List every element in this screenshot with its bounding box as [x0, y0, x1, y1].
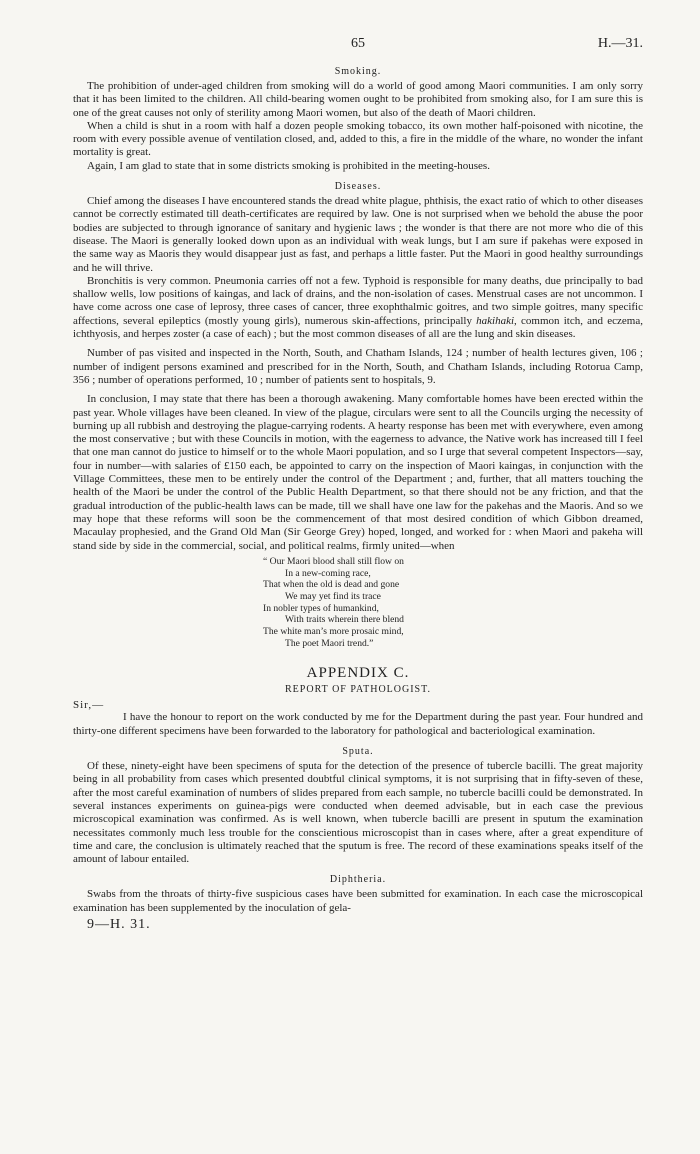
diseases-paragraph-1: Chief among the diseases I have encountered stands the dread white plague, phthisis, the exact ratio of which to other diseases cannot be correctly estimated till death-certificates are required by law. One is not surprised when we behold the abuse the poor bodies are subjected to through ignorance of sanitary and hygienic laws ; the wonder is that there are not more who die of this disease. The Maori is generally looked down upon as an individual with weak lungs, but I am sure if pakehas were exposed in the same way as Maoris they would disappear just as fast, and perhaps a little faster. Put the Maori in good healthy surroundings and he will thrive.: [73, 195, 643, 274]
statistics-paragraph: Number of pas visited and inspected in the North, South, and Chatham Islands, 124 ; number of health lectures given, 106 ; number of indigent persons examined and prescribed for in the North, South, and Chatham Islands, including Rotorua Camp, 356 ; number of operations performed, 10 ; number of patients sent to hospitals, 9.: [73, 347, 643, 386]
smoking-paragraph-1: The prohibition of under-aged children from smoking will do a world of good among Maori communities. I am only sorry that it has been limited to the children. All child-bearing women ought to be prohibited from smoking also, for I am sure this is one of the great causes not only of sterility among Maori women, but also of the death of Maori children.: [73, 80, 643, 119]
salutation: Sir,—: [73, 699, 105, 712]
appendix-intro-paragraph: I have the honour to report on the work conducted by me for the Department during the past year. Four hundred and thirty-one different specimens have been forwarded to the laboratory for pathological and bacteriological examination.: [73, 711, 643, 737]
page-number: 65: [351, 36, 365, 51]
page: [73, 36, 643, 933]
document-reference: H.—31.: [597, 36, 643, 51]
poem-line: The white man’s more prosaic mind,: [263, 626, 404, 638]
diseases-paragraph-2: [73, 275, 643, 341]
poem-line: We may yet find its trace: [285, 590, 381, 602]
poem-line: With traits wherein there blend: [285, 614, 404, 626]
smoking-paragraph-3: Again, I am glad to state that in some districts smoking is prohibited in the meeting-houses.: [87, 159, 490, 172]
section-heading-diseases: Diseases.: [334, 181, 382, 193]
smoking-paragraph-2: When a child is shut in a room with half a dozen people smoking tobacco, its own mother half-poisoned with nicotine, the room with every possible avenue of ventilation closed, and, added to this, a fire in the middle of the whare, no wonder the infant mortality is great.: [73, 119, 643, 159]
poem-line: In nobler types of humankind,: [263, 602, 379, 614]
section-heading-sputa: Sputa.: [342, 746, 374, 758]
sputa-paragraph: Of these, ninety-eight have been specimens of sputa for the detection of the presence of tubercle bacilli. The great majority being in all probability from cases which presented doubtful clinical symptoms, it is not surprising that in fifty-seven of these, after the most careful examination of numbers of slides prepared from each sample, no tubercle bacilli could be demonstrated. In several instances experiments on guinea-pigs were conducted when deemed advisable, but in each case the previous microscopical examination was confirmed. As is well known, when tubercle bacilli are present in sputum the examination necessitates commonly much less trouble for the conscientious microscopist than in cases where, after a great expenditure of time and care, the conclusion is ultimately reached that the sputum is free. The record of these examinations speaks itself of the amount of labour entailed.: [73, 760, 643, 866]
diseases-paragraph-2-end: , common itch, and eczema, ichthyosis, and herpes zoster (a case of each) ; but the most common diseases of all are the lung and skin diseases.: [73, 314, 643, 341]
appendix-subtitle: REPORT OF PATHOLOGIST.: [285, 684, 431, 696]
poem-line: That when the old is dead and gone: [263, 579, 400, 591]
poem-line: The poet Maori trend.”: [285, 637, 374, 649]
poem: [263, 556, 643, 650]
poem-line: In a new-coming race,: [285, 567, 371, 579]
diphtheria-paragraph: Swabs from the throats of thirty-five suspicious cases have been submitted for examination. In each case the microscopical examination has been supplemented by the inoculation of gela-: [73, 888, 643, 914]
diseases-paragraph-2-start: Bronchitis is very common. Pneumonia carries off not a few. Typhoid is responsible for many deaths, due principally to bad shallow wells, low positions of kaingas, and lack of drains, and the non-isolation of cases. Menstrual cases are not uncommon. I have come across one case of leprosy, three cases of cancer, three exophthalmic goitres, and two simple goitres, many specific affections, several epileptics (mostly young girls), numerous skin-affections, principally: [73, 274, 643, 327]
diseases-italic-term: hakihaki: [476, 314, 515, 327]
appendix-title: APPENDIX C.: [306, 665, 410, 682]
page-header: [73, 36, 643, 58]
conclusion-paragraph: In conclusion, I may state that there has been a thorough awakening. Many comfortable homes have been erected within the past year. Whole villages have been cleaned. In view of the plague, circulars were sent to all the Councils urging the necessity of burning up all rubbish and destroying the plague-carrying rodents. A hearty response has been met with everywhere, even among the most conservative ; but with these Councils in motion, with the eagerness to advance, the Native work has increased till I feel that one man cannot do justice to himself or to the whole Maori population, and so I urge that several competent Inspectors—say, four in number—with salaries of £150 each, be appointed to carry on the inspection of Maori kaingas, in conjunction with the Village Committees, these men to be entirely under the control of the Department ; and, further, that all matters touching the health of the Maori be under the control of the Public Health Department, so that there should not be any friction, and that the gradual introduction of the public-health laws can be made, till we shall have one law for the pakehas and the Maoris. And so we may hope that these reforms will soon be the commencement of that most desired condition of which Gibbon dreamed, Macaulay prophesied, and the Grand Old Man (Sir George Grey) hoped, longed, and worked for : when Maori and pakeha will stand side by side in the commercial, social, and political realms, firmly united—when: [73, 393, 643, 552]
poem-line: “ Our Maori blood shall still flow on: [263, 555, 404, 567]
footer-signature: 9—H. 31.: [87, 916, 151, 932]
section-heading-diphtheria: Diphtheria.: [329, 874, 387, 886]
section-heading-smoking: Smoking.: [334, 66, 382, 77]
